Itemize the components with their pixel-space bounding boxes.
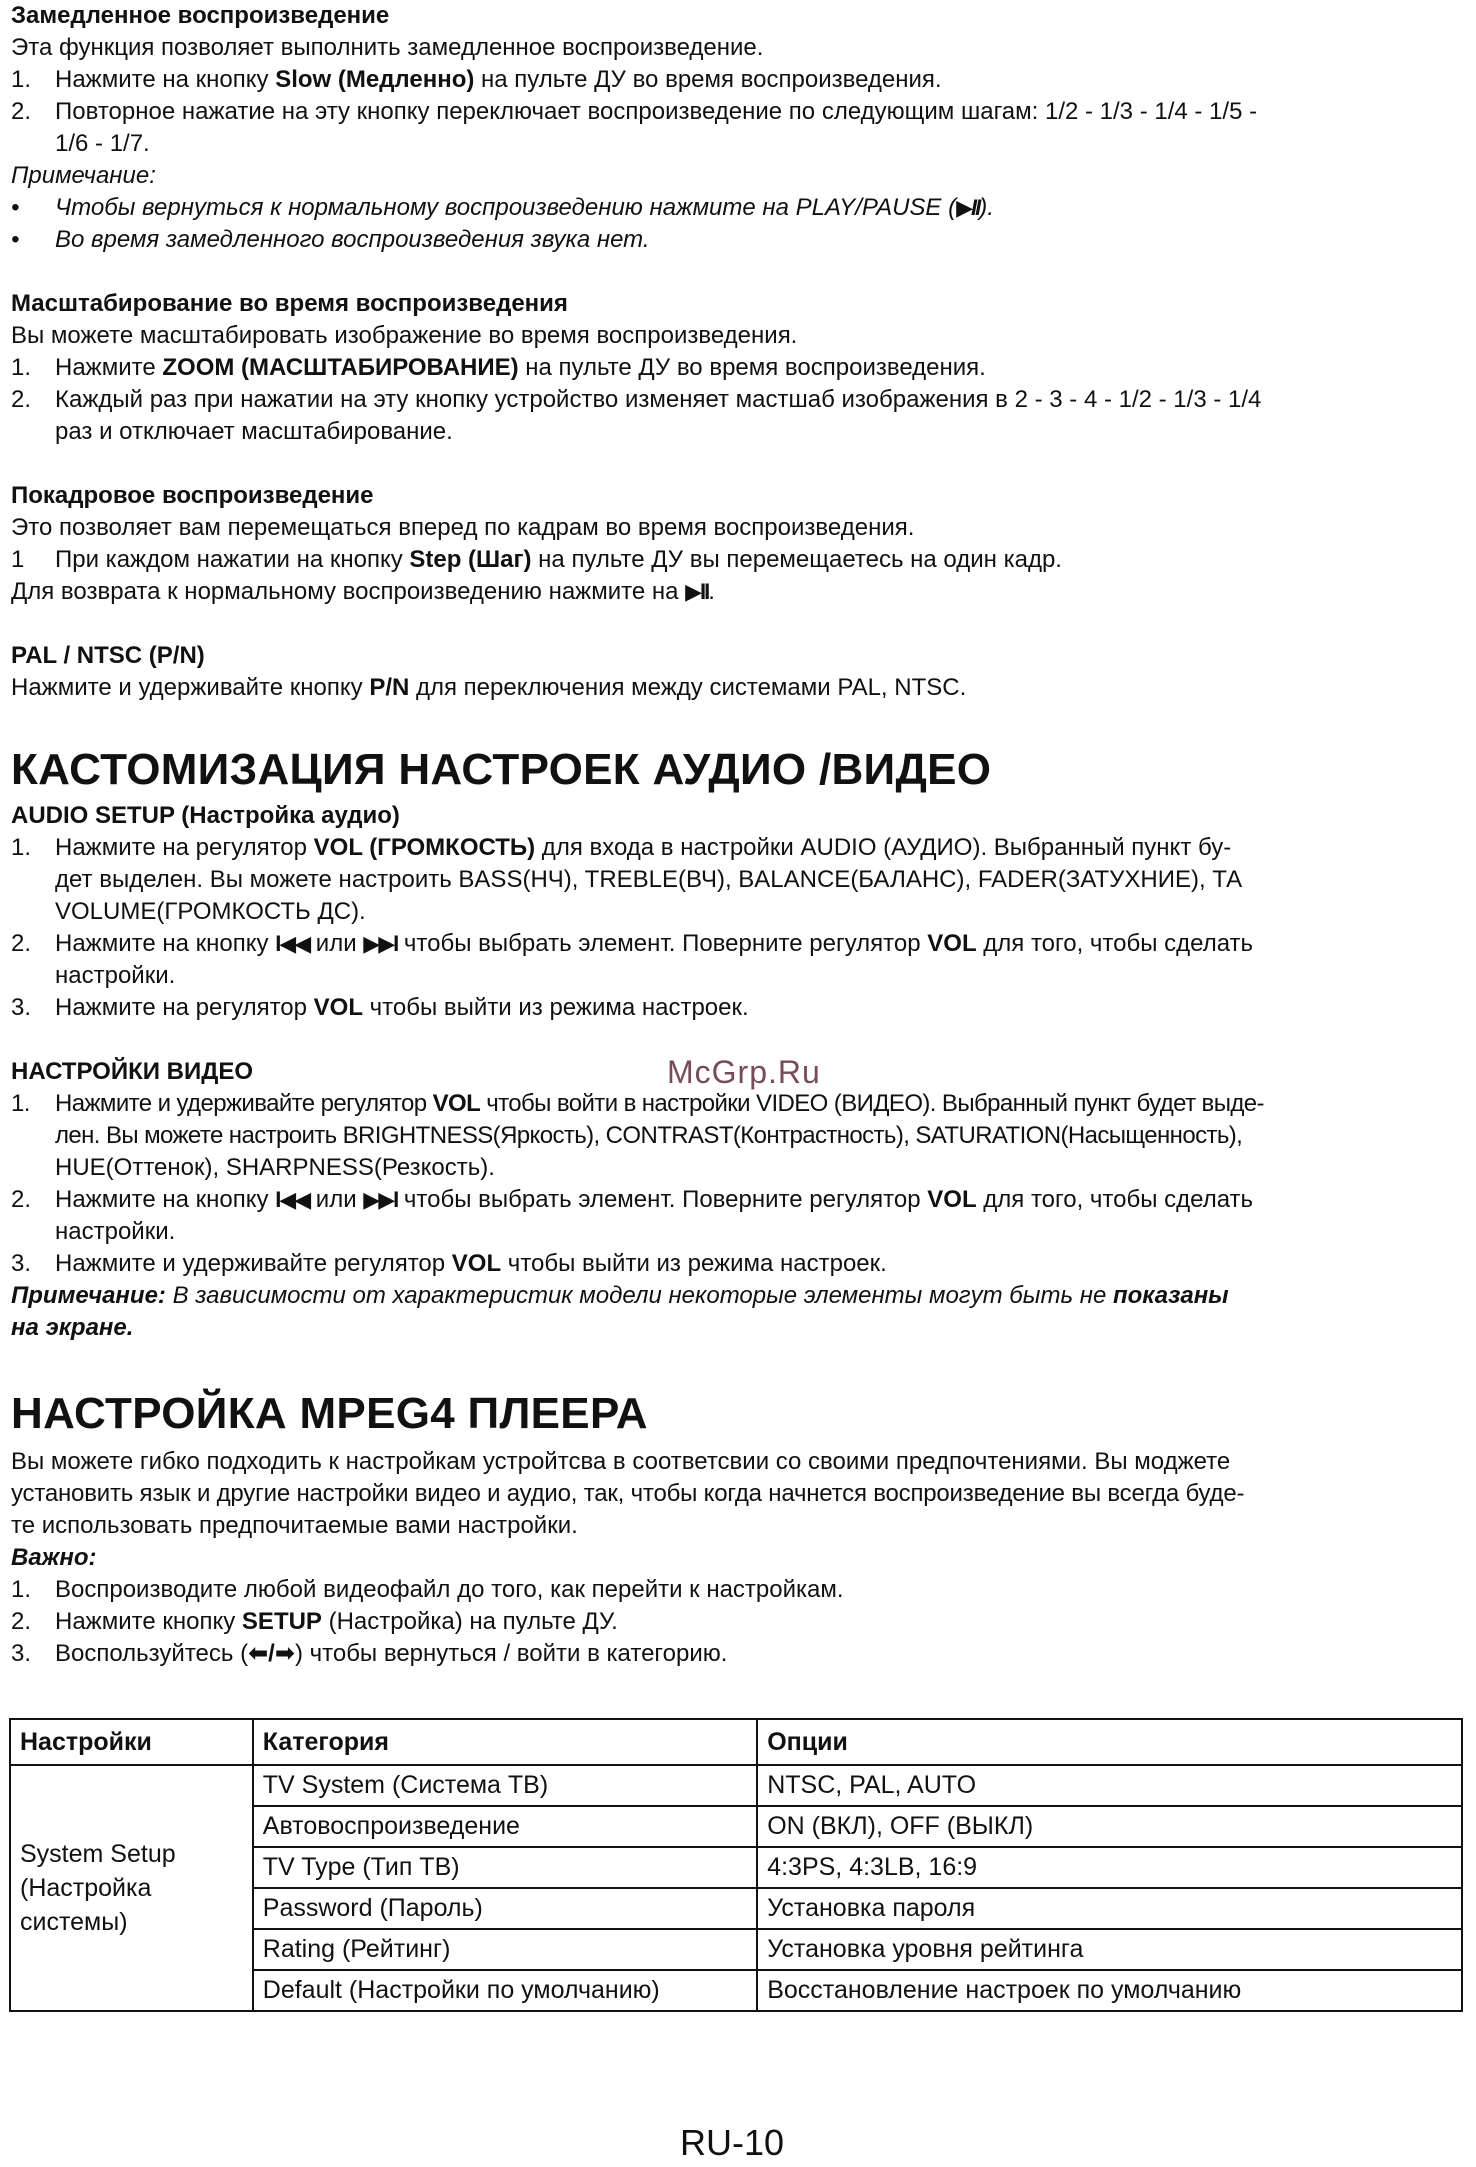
category-cell: TV System (Система ТВ) [253,1765,757,1806]
list-item: 2. Повторное нажатие на эту кнопку переключает воспроизведение по следующим шагам: 1/2 - 1/3 - 1/4 - 1/5 - [11,98,1258,125]
category-cell: Default (Настройки по умолчанию) [253,1970,757,2011]
paln-text: Нажмите и удерживайте кнопку P/N для переключения между системами PAL, NTSC. [11,674,967,701]
bullet-item: • Чтобы вернуться к нормальному воспроизведению нажмите на PLAY/PAUSE (▶II). [11,194,994,221]
list-item: 3. Нажмите и удерживайте регулятор VOL чтобы выйти из режима настроек. [11,1250,887,1277]
list-item-continued: дет выделен. Вы можете настроить BASS(НЧ), TREBLE(ВЧ), BALANCE(БАЛАНС), FADER(ЗАТУХНИЕ), ТА [55,866,1243,893]
next-track-icon: ▶▶I [363,1187,398,1212]
category-cell: Rating (Рейтинг) [253,1929,757,1970]
zoom-title: Масштабирование во время воспроизведения [11,290,568,317]
list-item: 1. Нажмите ZOOM (МАСШТАБИРОВАНИЕ) на пульте ДУ во время воспроизведения. [11,354,986,381]
list-item: 2. Каждый раз при нажатии на эту кнопку устройство изменяет мастшаб изображения в 2 - 3 - 4 - 1/2 - 1/3 - 1/4 [11,386,1262,413]
bullet-item: • Во время замедленного воспроизведения звука нет. [11,226,650,253]
important-label: Важно: [11,1544,97,1571]
list-item: 1. Нажмите на регулятор VOL (ГРОМКОСТЬ) для входа в настройки AUDIO (АУДИО). Выбранный пункт бу- [11,834,1232,861]
play-pause-icon: ▶II [685,579,709,604]
page-number: RU-10 [680,2122,785,2163]
mpeg-paragraph-line: Вы можете гибко подходить к настройкам устройтсва в соответсвии со своими предпочтениями. Вы моджете [11,1448,1231,1475]
paln-title: PAL / NTSC (P/N) [11,642,205,669]
category-cell: Автовоспроизведение [253,1806,757,1847]
video-note-continued: на экране. [11,1314,134,1341]
list-item: 2. Нажмите кнопку SETUP (Настройка) на пульте ДУ. [11,1608,618,1635]
list-item-continued: раз и отключает масштабирование. [55,418,453,445]
list-item-continued: 1/6 - 1/7. [55,130,150,157]
list-item-continued: HUE(Оттенок), SHARPNESS(Резкость). [55,1154,495,1181]
mpeg-paragraph-line: установить язык и другие настройки видео и аудио, так, чтобы когда начнется воспроизведение вы всегда буде- [11,1480,1245,1507]
note-label: Примечание: [11,162,156,189]
play-pause-icon: ▶II [956,195,980,220]
options-cell: ON (ВКЛ), OFF (ВЫКЛ) [757,1806,1462,1847]
step-return: Для возврата к нормальному воспроизведению нажмите на ▶II. [11,578,715,605]
audio-section [11,800,1467,1024]
zoom-intro: Вы можете масштабировать изображение во время воспроизведения. [11,322,798,349]
group-cell: System Setup (Настройка системы) [10,1765,253,2011]
list-item-continued: лен. Вы можете настроить BRIGHTNESS(Яркость), CONTRAST(Контрастность), SATURATION(Насыщенность), [55,1122,1243,1149]
options-cell: NTSC, PAL, AUTO [757,1765,1462,1806]
audio-title: AUDIO SETUP (Настройка аудио) [11,802,400,829]
slow-title: Замедленное воспроизведение [11,2,390,29]
list-item: 1 При каждом нажатии на кнопку Step (Шаг) на пульте ДУ вы перемещаетесь на один кадр. [11,546,1062,573]
settings-table [9,1718,1463,2012]
next-track-icon: ▶▶I [363,931,398,956]
arrow-left-right-icon: ⬅/➡ [248,1640,295,1667]
table-row [10,1765,1462,1806]
video-note: Примечание: В зависимости от характеристик модели некоторые элементы могут быть не показаны [11,1282,1229,1309]
category-cell: Password (Пароль) [253,1888,757,1929]
header-options: Опции [757,1719,1462,1765]
options-cell: Установка уровня рейтинга [757,1929,1462,1970]
list-item: 1. Нажмите на кнопку Slow (Медленно) на пульте ДУ во время воспроизведения. [11,66,942,93]
list-item-continued: настройки. [55,962,176,989]
paln-section [11,640,1467,704]
list-item: 1. Воспроизводите любой видеофайл до того, как перейти к настройкам. [11,1576,844,1603]
slow-section [11,0,1467,256]
list-item-continued: VOLUME(ГРОМКОСТЬ ДС). [55,898,366,925]
mpeg-paragraph-line: те использовать предпочитаемые вами настройки. [11,1512,578,1539]
step-section [11,480,1467,608]
options-cell: Установка пароля [757,1888,1462,1929]
custom-heading: КАСТОМИЗАЦИЯ НАСТРОЕК АУДИО /ВИДЕО [11,745,992,794]
slow-intro: Эта функция позволяет выполнить замедленное воспроизведение. [11,34,764,61]
step-title: Покадровое воспроизведение [11,482,374,509]
prev-track-icon: I◀◀ [275,1187,310,1212]
mpeg-section [11,1446,1467,1670]
options-cell: Восстановление настроек по умолчанию [757,1970,1462,2011]
list-item: 2. Нажмите на кнопку I◀◀ или ▶▶I чтобы выбрать элемент. Поверните регулятор VOL для того, чтобы сделать [11,930,1254,957]
list-item: 3. Нажмите на регулятор VOL чтобы выйти из режима настроек. [11,994,749,1021]
mpeg-heading: НАСТРОЙКА MPEG4 ПЛЕЕРА [11,1389,648,1438]
watermark: McGrp.Ru [667,1054,821,1090]
video-title: НАСТРОЙКИ ВИДЕО [11,1058,253,1085]
list-item: 1. Нажмите и удерживайте регулятор VOL чтобы войти в настройки VIDEO (ВИДЕО). Выбранный пункт будет выде- [11,1090,1264,1117]
step-intro: Это позволяет вам перемещаться вперед по кадрам во время воспроизведения. [11,514,915,541]
list-item-continued: настройки. [55,1218,176,1245]
video-section [11,1056,1467,1344]
table-header-row [10,1719,1462,1765]
zoom-section [11,288,1467,448]
header-category: Категория [253,1719,757,1765]
list-item: 2. Нажмите на кнопку I◀◀ или ▶▶I чтобы выбрать элемент. Поверните регулятор VOL для того, чтобы сделать [11,1186,1254,1213]
category-cell: TV Type (Тип ТВ) [253,1847,757,1888]
list-item: 3. Воспользуйтесь (⬅/➡) чтобы вернуться / войти в категорию. [11,1640,728,1667]
header-settings: Настройки [10,1719,253,1765]
prev-track-icon: I◀◀ [275,931,310,956]
options-cell: 4:3PS, 4:3LB, 16:9 [757,1847,1462,1888]
